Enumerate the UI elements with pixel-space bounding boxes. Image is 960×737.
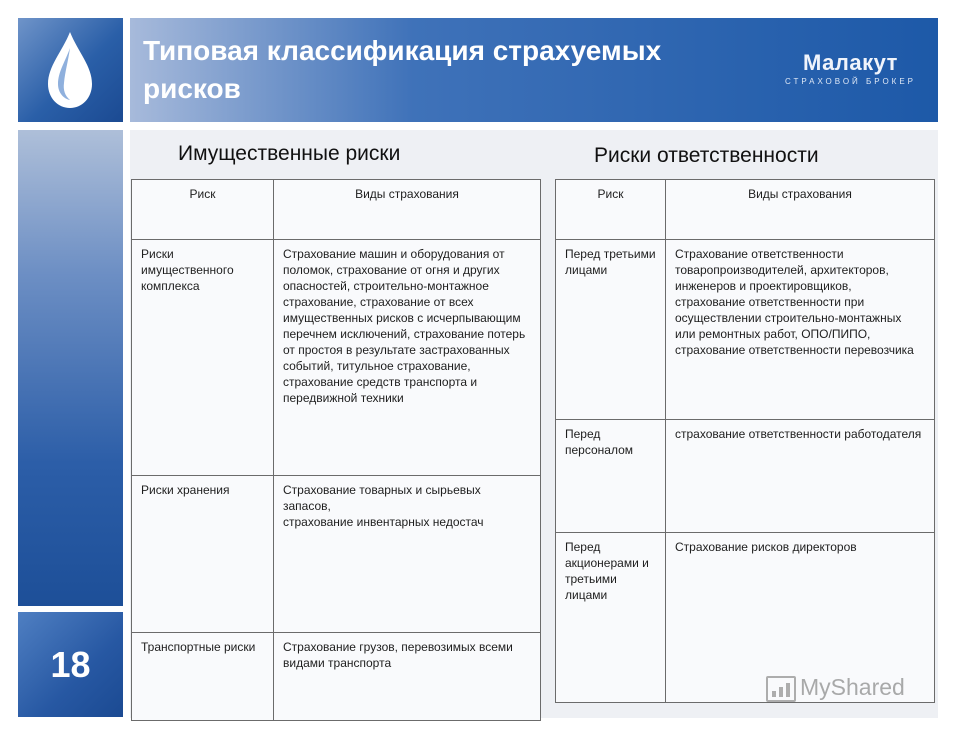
left-decor-strip [18, 130, 123, 606]
types-text-line: Страхование товарных и сырьевых запасов, [283, 483, 481, 513]
table-row [556, 420, 935, 533]
types-cell: Страхование ответственности товаропроизводителей, архитекторов, инженеров и проектировщиков, страхование ответственности при осуществлении строительно-монтажных или ремонтных работ, ОПО/ПИПО, страхование ответственности перевозчика [666, 240, 935, 420]
types-cell: Страхование грузов, перевозимых всеми видами транспорта [274, 633, 541, 721]
table-row [132, 633, 541, 721]
risk-cell: Транспортные риски [132, 633, 274, 721]
table-row [556, 240, 935, 420]
types-cell [274, 476, 541, 633]
slide-number-block [18, 612, 123, 717]
slide-number: 18 [50, 644, 91, 685]
logo-block [18, 18, 123, 122]
watermark-text: MyShared [800, 674, 905, 700]
risk-cell: Перед персоналом [556, 420, 666, 533]
liability-risks-table [555, 179, 935, 703]
types-cell: страхование ответственности работодателя [666, 420, 935, 533]
watermark [766, 674, 905, 702]
brand-tagline: СТРАХОВОЙ БРОКЕР [784, 77, 916, 86]
property-section-title: Имущественные риски [178, 142, 401, 165]
brand-name: Малакут [803, 50, 898, 75]
risk-cell: Риски хранения [132, 476, 274, 633]
slide-title: Типовая классификация страхуемых рисков [143, 35, 662, 104]
brand-logo [785, 50, 916, 86]
table-row [132, 476, 541, 633]
property-risks-table [131, 179, 541, 721]
column-header-types: Виды страхования [274, 180, 541, 240]
water-drop-icon [18, 18, 123, 122]
types-text-line: страхование инвентарных недостач [283, 515, 484, 529]
column-header-risk: Риск [556, 180, 666, 240]
table-row [132, 240, 541, 476]
title-bar [130, 18, 938, 122]
column-header-types: Виды страхования [666, 180, 935, 240]
types-cell: Страхование машин и оборудования от поломок, страхование от огня и других опасностей, строительно-монтажное страхование, страхование от всех имущественных рисков с исчерпывающим перечнем исключений, страхование потерь от простоя в результате застрахованных событий, титульное страхование, страхование средств транспорта и передвижной техники [274, 240, 541, 476]
types-cell: Страхование рисков директоров [666, 533, 935, 703]
table-header-row [556, 180, 935, 240]
risk-cell: Перед третьими лицами [556, 240, 666, 420]
table-header-row [132, 180, 541, 240]
bar-chart-icon [766, 676, 796, 702]
column-header-risk: Риск [132, 180, 274, 240]
risk-cell: Риски имущественного комплекса [132, 240, 274, 476]
risk-cell: Перед акционерами и третьими лицами [556, 533, 666, 703]
liability-section-title: Риски ответственности [594, 144, 819, 167]
